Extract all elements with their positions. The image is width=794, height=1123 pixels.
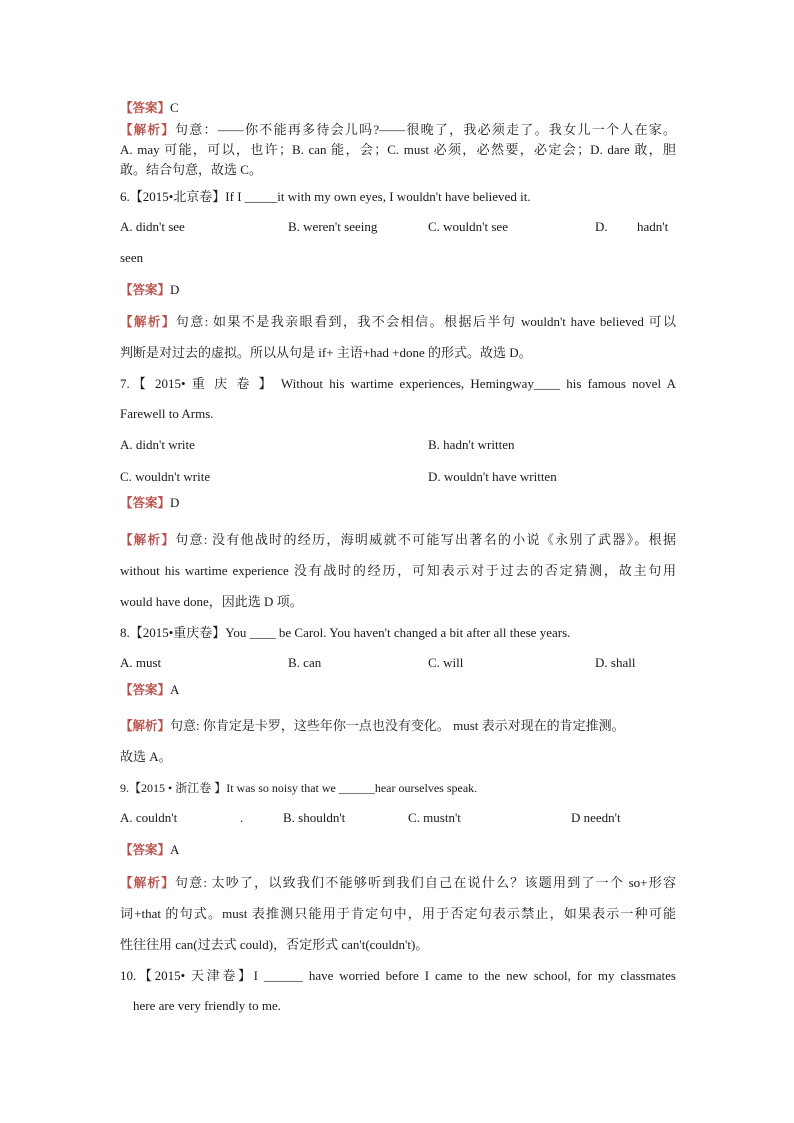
- q9-stray-period: .: [240, 810, 244, 825]
- q9-stem: 9.【2015 • 浙江卷 】It was so noisy that we ______hear ourselves speak.: [120, 781, 478, 795]
- analysis-tag: 【解析】: [120, 875, 175, 890]
- q7-stem-line-1: 7.【 2015• 重 庆 卷 】 Without his wartime experiences, Hemingway____ his famous novel A: [120, 376, 676, 391]
- q6-option-c: C. wouldn't see: [428, 219, 508, 234]
- q8-analysis-line-2: 故选 A。: [120, 749, 172, 764]
- q6-option-b: B. weren't seeing: [288, 219, 378, 234]
- q6-answer: [120, 282, 676, 298]
- q9-option-c: C. mustn't: [408, 810, 461, 825]
- answer-value: A: [170, 842, 180, 857]
- q8-option-c: C. will: [428, 655, 464, 670]
- q9-answer: [120, 842, 676, 858]
- q9-option-b: B. shouldn't: [283, 810, 346, 825]
- q8-stem: 8.【2015•重庆卷】You ____ be Carol. You haven't changed a bit after all these years.: [120, 625, 571, 640]
- q8-answer: [120, 682, 676, 698]
- q6-option-a: A. didn't see: [120, 219, 185, 234]
- q7-option-a: A. didn't write: [120, 437, 195, 452]
- q7-analysis-line-1: 【解析】句意: 没有他战时的经历，海明威就不可能写出著名的小说《永别了武器》。根据: [120, 532, 676, 547]
- q6-option-d-letter: D.: [595, 219, 608, 234]
- q8-option-d: D. shall: [595, 655, 636, 670]
- q9-option-d: D needn't: [571, 810, 621, 825]
- analysis-tag: 【解析】: [120, 122, 176, 137]
- q10-stem-line-1: 10.【2015• 天津卷】I ______ have worried before I came to the new school, for my classmates: [120, 968, 676, 983]
- q5-analysis-line-1: 【解析】句意：——你不能再多待会儿吗?——很晚了，我必须走了。我女儿一个人在家。: [120, 122, 676, 137]
- q9-option-a: A. couldn't: [120, 810, 178, 825]
- answer-tag: 【答案】: [120, 282, 171, 297]
- q6-option-d-text: hadn't: [637, 219, 669, 234]
- answer-value: D: [170, 282, 180, 297]
- analysis-tag: 【解析】: [120, 314, 176, 329]
- q6-analysis-line-2: 判断是对过去的虚拟。所以从句是 if+ 主语+had +done 的形式。故选 D。: [120, 345, 532, 360]
- q7-option-b: B. hadn't written: [428, 437, 515, 452]
- q9-analysis-line-2: 词+that 的句式。must 表推测只能用于肯定句中，用于否定句表示禁止，如果表示一种可能: [120, 906, 676, 921]
- q7-analysis-line-3: would have done，因此选 D 项。: [120, 594, 303, 609]
- q9-analysis-line-1: 【解析】句意: 太吵了，以致我们不能够听到我们自己在说什么？该题用到了一个 so+形容: [120, 875, 676, 890]
- analysis-tag: 【解析】: [120, 718, 171, 733]
- answer-tag: 【答案】: [120, 100, 171, 115]
- q7-option-d: D. wouldn't have written: [428, 469, 557, 484]
- answer-tag: 【答案】: [120, 495, 171, 510]
- q10-stem-line-2: here are very friendly to me.: [133, 998, 281, 1013]
- q6-option-d-continued: seen: [120, 250, 144, 265]
- q8-option-b: B. can: [288, 655, 322, 670]
- q6-analysis-line-1: 【解析】句意: 如果不是我亲眼看到，我不会相信。根据后半句 wouldn't have believed 可以: [120, 314, 676, 329]
- q8-analysis-line-1: 【解析】句意: 你肯定是卡罗，这些年你一点也没有变化。 must 表示对现在的肯定推测。: [120, 718, 625, 733]
- q7-analysis-line-2: without his wartime experience 没有战时的经历，可知表示对于过去的否定猜测，故主句用: [120, 563, 676, 578]
- q7-answer: [120, 495, 676, 511]
- q8-option-a: A. must: [120, 655, 162, 670]
- answer-tag: 【答案】: [120, 682, 171, 697]
- q5-answer: [120, 100, 676, 116]
- q6-stem: 6.【2015•北京卷】If I _____it with my own eyes, I wouldn't have believed it.: [120, 189, 531, 204]
- q7-option-c: C. wouldn't write: [120, 469, 211, 484]
- answer-value: C: [170, 100, 179, 115]
- analysis-tag: 【解析】: [120, 532, 176, 547]
- q7-stem-line-2: Farewell to Arms.: [120, 406, 214, 421]
- q5-analysis-line-3: 敢。结合句意，故选 C。: [120, 162, 262, 177]
- answer-value: D: [170, 495, 180, 510]
- q5-analysis-line-2: A. may 可能，可以，也许；B. can 能，会；C. must 必须，必然要，必定会；D. dare 敢，胆: [120, 142, 676, 157]
- q9-analysis-line-3: 性往往用 can(过去式 could)，否定形式 can't(couldn't)。: [120, 937, 429, 952]
- answer-value: A: [170, 682, 180, 697]
- answer-tag: 【答案】: [120, 842, 171, 857]
